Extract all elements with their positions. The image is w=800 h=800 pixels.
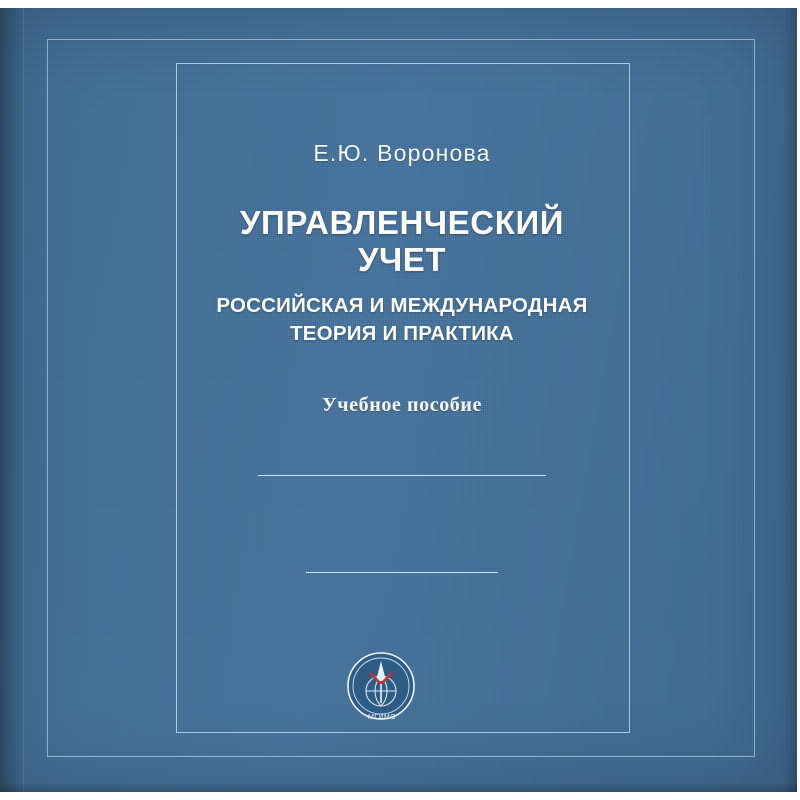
divider-rule-top bbox=[258, 475, 546, 476]
cover-text-block bbox=[176, 63, 628, 731]
mgimo-emblem-caption: МГИМО bbox=[368, 714, 396, 721]
book-title-line-2: УЧЕТ bbox=[357, 240, 447, 278]
publication-kind: Учебное пособие bbox=[321, 394, 483, 417]
cover-spine-line bbox=[23, 8, 24, 792]
book-subtitle-line-2: ТЕОРИЯ И ПРАКТИКА bbox=[290, 321, 514, 345]
mgimo-emblem-icon bbox=[346, 651, 416, 721]
book-subtitle-line-1: РОССИЙСКАЯ И МЕЖДУНАРОДНАЯ bbox=[216, 293, 588, 317]
book-subtitle bbox=[176, 292, 628, 347]
cover-bottom-edge-shadow bbox=[0, 782, 797, 792]
book-cover bbox=[0, 8, 797, 792]
divider-rule-bottom bbox=[306, 572, 498, 573]
book-title bbox=[176, 205, 628, 279]
book-title-line-1: УПРАВЛЕНЧЕСКИЙ bbox=[239, 204, 565, 241]
cover-right-edge-shadow bbox=[783, 8, 797, 792]
author-name: Е.Ю. Воронова bbox=[313, 140, 491, 166]
